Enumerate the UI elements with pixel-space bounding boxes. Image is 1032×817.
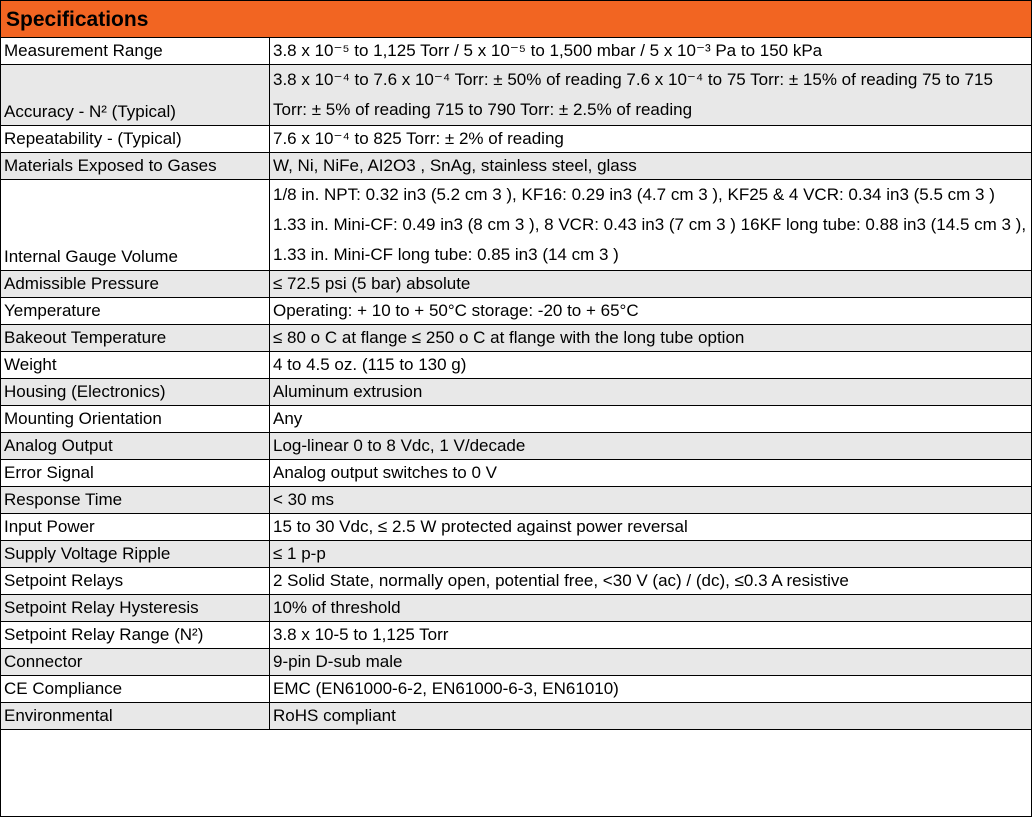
table-row bbox=[1, 703, 1031, 730]
table-row bbox=[1, 65, 1031, 126]
spec-label: CE Compliance bbox=[1, 676, 270, 703]
table-row bbox=[1, 649, 1031, 676]
table-row bbox=[1, 487, 1031, 514]
spec-value: ≤ 1 p-p bbox=[270, 541, 1032, 568]
spec-label: Repeatability - (Typical) bbox=[1, 126, 270, 153]
table-row bbox=[1, 38, 1031, 65]
table-row bbox=[1, 325, 1031, 352]
spec-label: Response Time bbox=[1, 487, 270, 514]
table-row bbox=[1, 622, 1031, 649]
spec-value-text: 3.8 x 10⁻⁴ to 7.6 x 10⁻⁴ Torr: ± 50% of reading 7.6 x 10⁻⁴ to 75 Torr: ± 15% of reading 75 to 715 Torr: ± 5% of reading 715 to 790 Torr: ± 2.5% of reading bbox=[273, 70, 993, 119]
spec-label: Yemperature bbox=[1, 298, 270, 325]
table-row bbox=[1, 271, 1031, 298]
spec-label: Measurement Range bbox=[1, 38, 270, 65]
spec-label: Bakeout Temperature bbox=[1, 325, 270, 352]
spec-value: Any bbox=[270, 406, 1032, 433]
spec-value: ≤ 72.5 psi (5 bar) absolute bbox=[270, 271, 1032, 298]
spec-label: Environmental bbox=[1, 703, 270, 730]
spec-label: Weight bbox=[1, 352, 270, 379]
spec-table bbox=[1, 38, 1031, 730]
spec-label: Accuracy - N² (Typical) bbox=[1, 65, 270, 126]
table-row bbox=[1, 568, 1031, 595]
spec-value: 3.8 x 10-5 to 1,125 Torr bbox=[270, 622, 1032, 649]
spec-value: Aluminum extrusion bbox=[270, 379, 1032, 406]
spec-label: Housing (Electronics) bbox=[1, 379, 270, 406]
table-row bbox=[1, 406, 1031, 433]
spec-label: Supply Voltage Ripple bbox=[1, 541, 270, 568]
spec-value: Analog output switches to 0 V bbox=[270, 460, 1032, 487]
table-row bbox=[1, 676, 1031, 703]
spec-label: Input Power bbox=[1, 514, 270, 541]
spec-value: 7.6 x 10⁻⁴ to 825 Torr: ± 2% of reading bbox=[270, 126, 1032, 153]
table-row bbox=[1, 126, 1031, 153]
spec-label: Setpoint Relays bbox=[1, 568, 270, 595]
spec-value-text: 1/8 in. NPT: 0.32 in3 (5.2 cm 3 ), KF16: 0.29 in3 (4.7 cm 3 ), KF25 & 4 VCR: 0.34 in3 (5.5 cm 3 ) 1.33 in. Mini-CF: 0.49 in3 (8 cm 3 ), 8 VCR: 0.43 in3 (7 cm 3 ) 16KF long tube: 0.88 in3 (14.5 cm 3 ), 1.33 in. Mini-CF long tube: 0.85 in3 (14 cm 3 ) bbox=[273, 185, 1027, 264]
spec-label: Analog Output bbox=[1, 433, 270, 460]
spec-label: Setpoint Relay Hysteresis bbox=[1, 595, 270, 622]
spec-value: 4 to 4.5 oz. (115 to 130 g) bbox=[270, 352, 1032, 379]
spec-value: 2 Solid State, normally open, potential free, <30 V (ac) / (dc), ≤0.3 A resistive bbox=[270, 568, 1032, 595]
table-row bbox=[1, 153, 1031, 180]
table-row bbox=[1, 595, 1031, 622]
spec-value: < 30 ms bbox=[270, 487, 1032, 514]
spec-value: EMC (EN61000-6-2, EN61000-6-3, EN61010) bbox=[270, 676, 1032, 703]
spec-label: Internal Gauge Volume bbox=[1, 180, 270, 271]
table-row bbox=[1, 541, 1031, 568]
spec-value: Log-linear 0 to 8 Vdc, 1 V/decade bbox=[270, 433, 1032, 460]
spec-value bbox=[270, 65, 1032, 126]
spec-value: W, Ni, NiFe, AI2O3 , SnAg, stainless steel, glass bbox=[270, 153, 1032, 180]
table-row bbox=[1, 352, 1031, 379]
table-row bbox=[1, 460, 1031, 487]
spec-value: 10% of threshold bbox=[270, 595, 1032, 622]
table-row bbox=[1, 514, 1031, 541]
spec-value bbox=[270, 180, 1032, 271]
spec-label: Materials Exposed to Gases bbox=[1, 153, 270, 180]
spec-value: 15 to 30 Vdc, ≤ 2.5 W protected against power reversal bbox=[270, 514, 1032, 541]
table-row bbox=[1, 298, 1031, 325]
spec-value: 3.8 x 10⁻⁵ to 1,125 Torr / 5 x 10⁻⁵ to 1,500 mbar / 5 x 10⁻³ Pa to 150 kPa bbox=[270, 38, 1032, 65]
specifications-header: Specifications bbox=[1, 1, 1031, 38]
spec-label: Error Signal bbox=[1, 460, 270, 487]
table-row bbox=[1, 433, 1031, 460]
table-row bbox=[1, 180, 1031, 271]
table-row bbox=[1, 379, 1031, 406]
spec-value: Operating: + 10 to + 50°C storage: -20 to + 65°C bbox=[270, 298, 1032, 325]
spec-label: Connector bbox=[1, 649, 270, 676]
spec-label: Admissible Pressure bbox=[1, 271, 270, 298]
spec-label: Mounting Orientation bbox=[1, 406, 270, 433]
spec-label: Setpoint Relay Range (N²) bbox=[1, 622, 270, 649]
spec-value: 9-pin D-sub male bbox=[270, 649, 1032, 676]
spec-value: RoHS compliant bbox=[270, 703, 1032, 730]
spec-value: ≤ 80 o C at flange ≤ 250 o C at flange with the long tube option bbox=[270, 325, 1032, 352]
